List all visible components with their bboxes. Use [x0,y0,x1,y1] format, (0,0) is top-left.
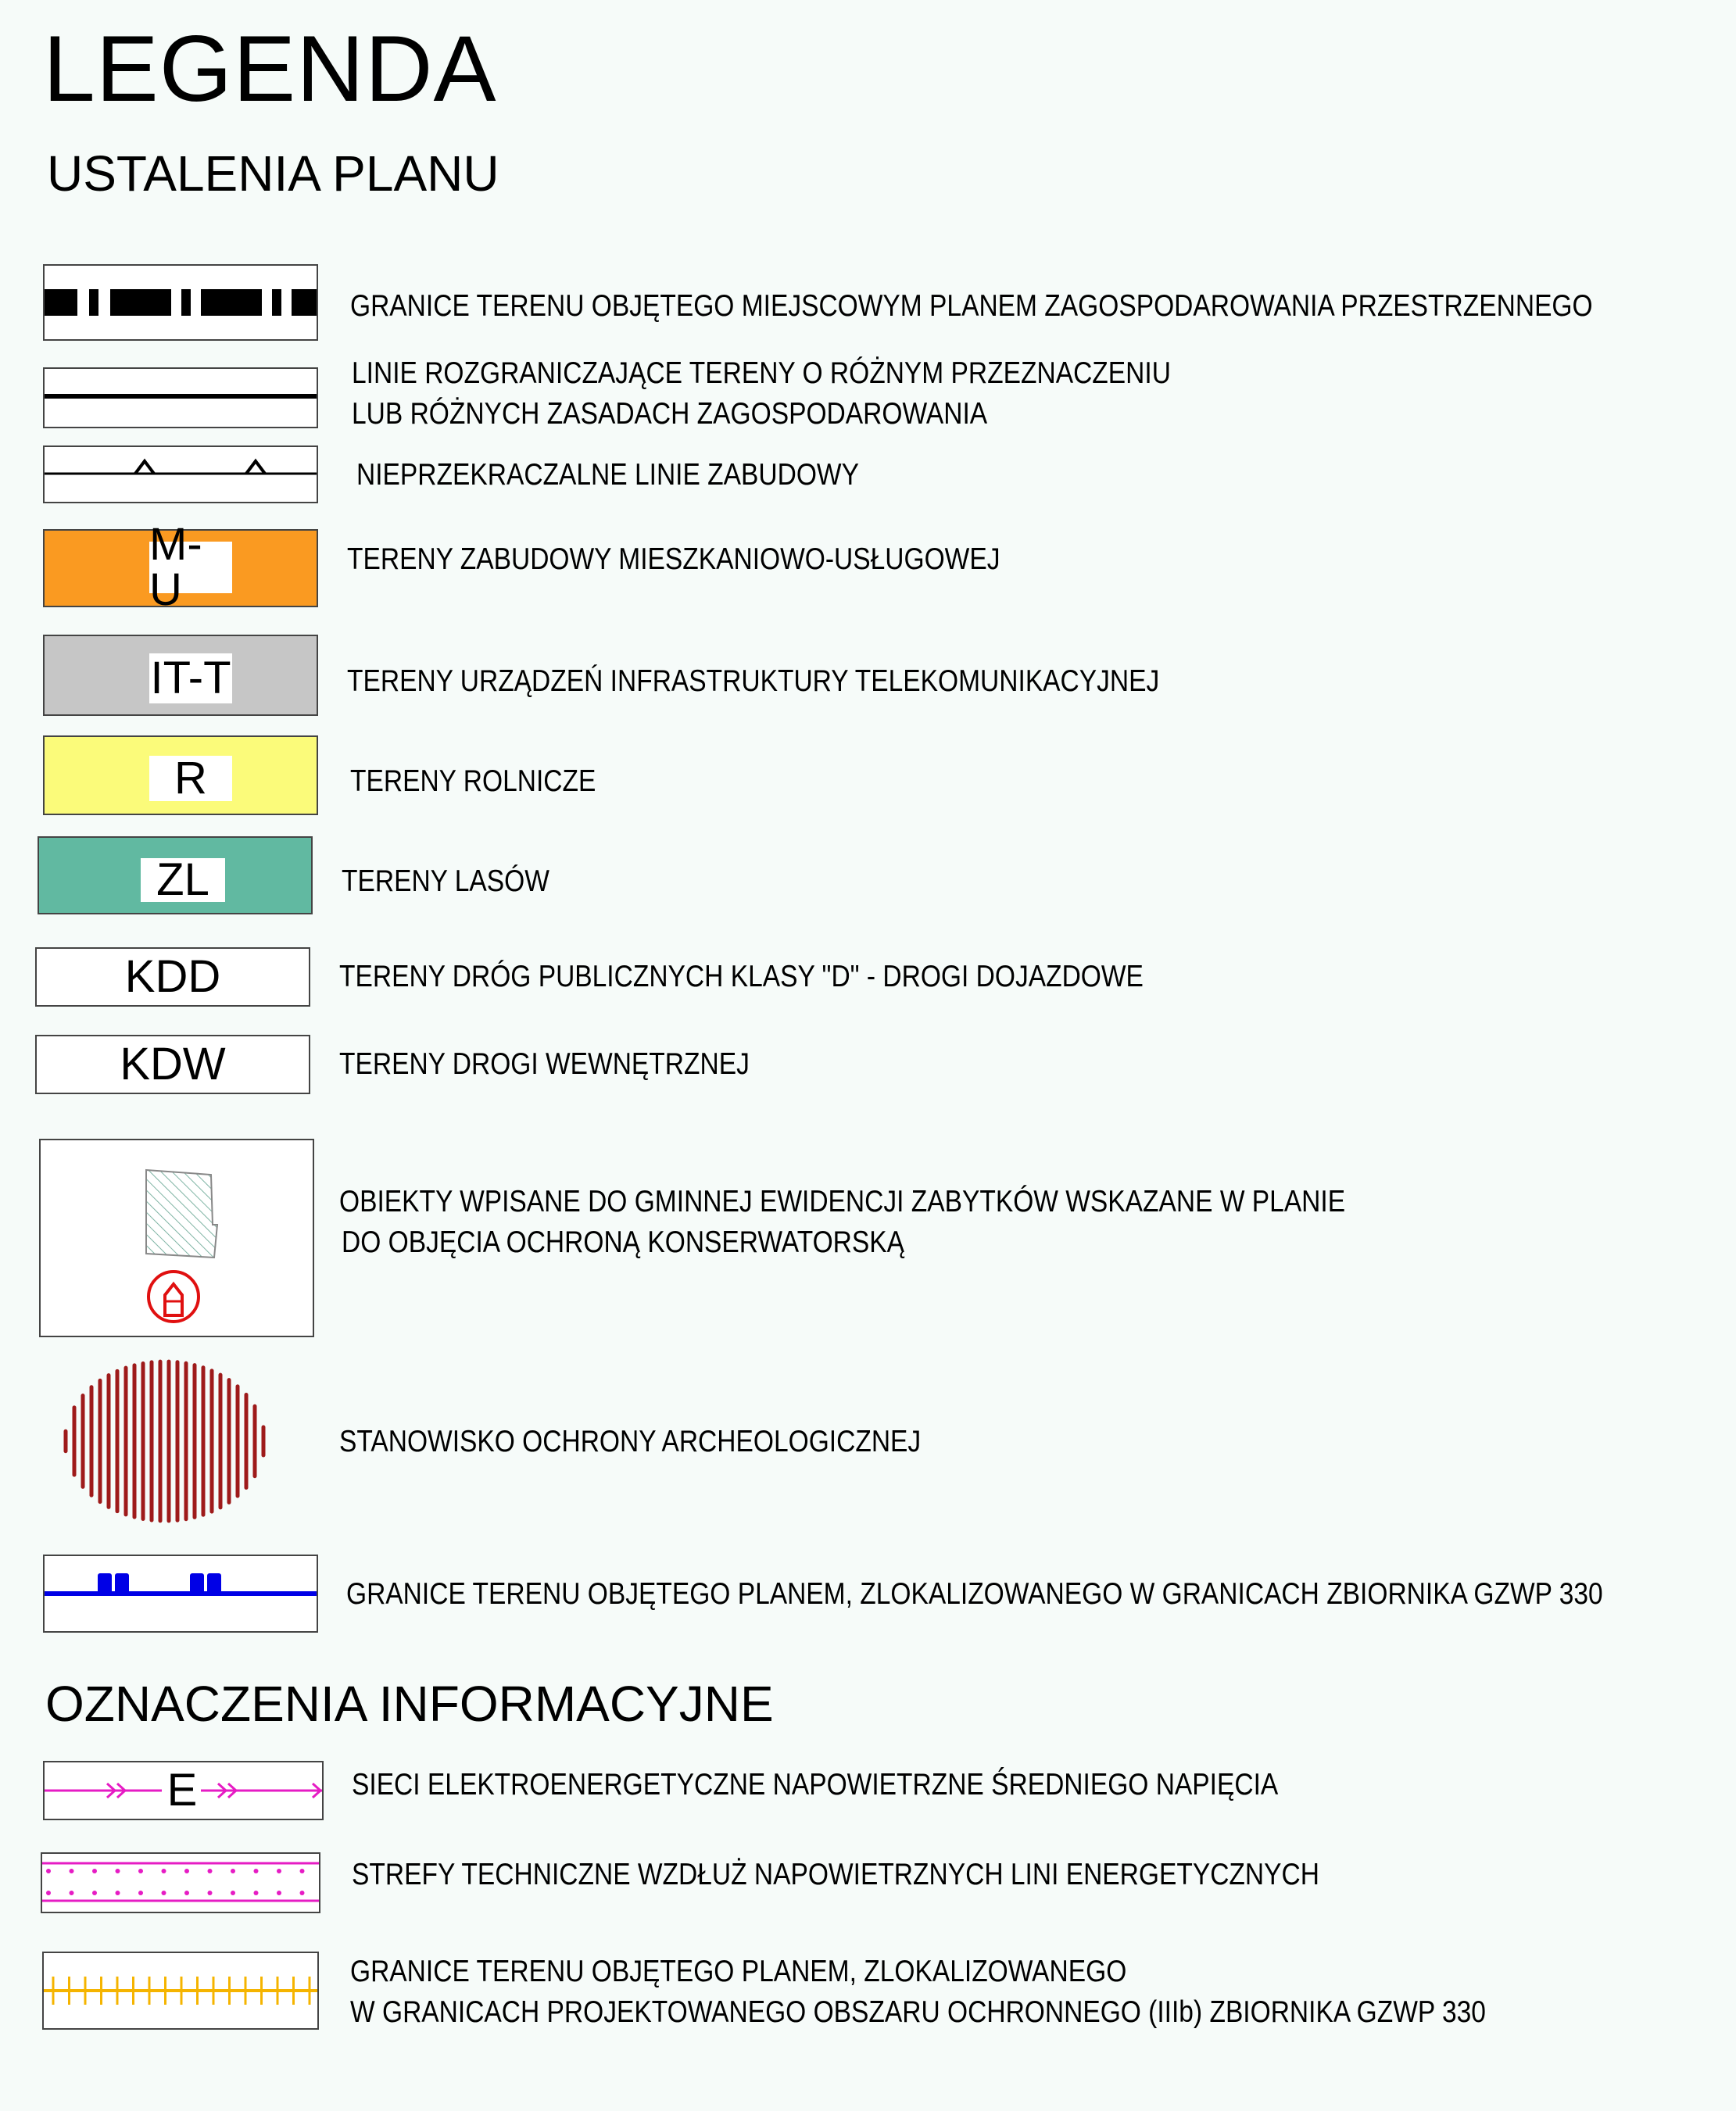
protection-area-description-1: GRANICE TERENU OBJĘTEGO PLANEM, ZLOKALIZOWANEGO [350,1955,1127,1988]
road-description-kdw: TERENY DROGI WEWNĘTRZNEJ [339,1047,750,1081]
gzwp-boundary-description: GRANICE TERENU OBJĘTEGO PLANEM, ZLOKALIZOWANEGO W GRANICACH ZBIORNIKA GZWP 330 [346,1577,1603,1611]
protection-area-symbol [42,1952,319,2030]
section-heading-info: OZNACZENIA INFORMACYJNE [45,1676,774,1732]
section-heading-plan: USTALENIA PLANU [47,145,499,202]
technical-zone-description: STREFY TECHNICZNE WZDŁUŻ NAPOWIETRZNYCH LINI ENERGETYCZNYCH [352,1858,1319,1891]
zone-description-r: TERENY ROLNICZE [350,764,596,798]
protection-area-description-2: W GRANICACH PROJEKTOWANEGO OBSZARU OCHRONNEGO (IIIb) ZBIORNIKA GZWP 330 [350,1995,1486,2029]
power-line-code: E [166,1765,198,1816]
plan-boundary-description: GRANICE TERENU OBJĘTEGO MIEJSCOWYM PLANEM ZAGOSPODAROWANIA PRZESTRZENNEGO [350,289,1593,323]
demarcation-line-description-1: LINIE ROZGRANICZAJĄCE TERENY O RÓŻNYM PRZEZNACZENIU [352,356,1171,390]
zone-swatch-itt [43,635,318,716]
power-line-description: SIECI ELEKTROENERGETYCZNE NAPOWIETRZNE ŚREDNIEGO NAPIĘCIA [352,1768,1279,1802]
heritage-symbol [39,1139,314,1337]
zone-description-mu: TERENY ZABUDOWY MIESZKANIOWO-USŁUGOWEJ [347,542,1000,576]
archaeology-symbol [59,1358,270,1524]
power-line-symbol [43,1761,324,1820]
zone-code-mu: M-U [149,542,232,593]
heritage-description-2: DO OBJĘCIA OCHRONĄ KONSERWATORSKĄ [342,1225,905,1259]
building-line-description: NIEPRZEKRACZALNE LINIE ZABUDOWY [356,458,859,492]
zone-description-zl: TERENY LASÓW [342,864,549,898]
archaeology-description: STANOWISKO OCHRONY ARCHEOLOGICZNEJ [339,1425,922,1458]
zone-code-zl: ZL [141,858,225,902]
road-swatch-kdw [35,1035,310,1094]
road-code-kdw: KDW [120,1039,226,1089]
zone-description-itt: TERENY URZĄDZEŃ INFRASTRUKTURY TELEKOMUNIKACYJNEJ [347,664,1160,698]
zone-swatch-r [43,735,318,815]
technical-zone-symbol [41,1852,320,1913]
building-line-symbol [43,445,318,503]
road-description-kdd: TERENY DRÓG PUBLICZNYCH KLASY "D" - DROGI DOJAZDOWE [339,960,1144,993]
zone-code-r: R [149,756,232,801]
road-swatch-kdd [35,947,310,1007]
demarcation-line-description-2: LUB RÓŻNYCH ZASADACH ZAGOSPODAROWANIA [352,397,988,431]
legend-title: LEGENDA [43,16,497,121]
heritage-description-1: OBIEKTY WPISANE DO GMINNEJ EWIDENCJI ZABYTKÓW WSKAZANE W PLANIE [339,1185,1346,1218]
gzwp-boundary-symbol [43,1555,318,1633]
zone-swatch-mu [43,519,318,615]
zone-code-itt: IT-T [150,653,231,703]
plan-boundary-symbol [43,264,318,341]
demarcation-line-symbol [43,367,318,428]
zone-swatch-zl [38,836,313,914]
road-code-kdd: KDD [124,951,221,1002]
